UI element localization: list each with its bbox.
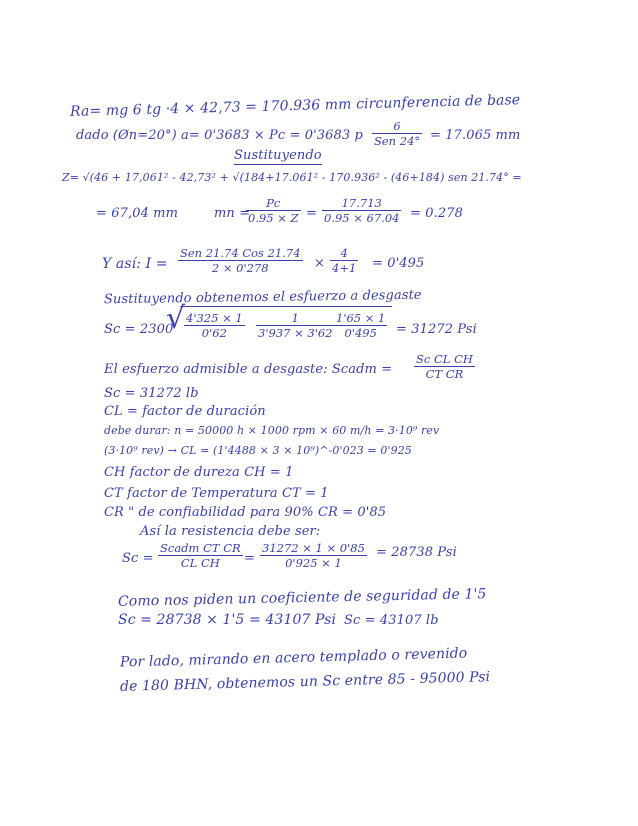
- fraction-mn-1: [246, 196, 301, 225]
- line-mn-label: mn =: [214, 206, 251, 221]
- fraction-denominator: 0'495: [344, 326, 377, 340]
- fraction-numerator: Scadm CT CR: [160, 541, 241, 555]
- fraction-geometry-2: [330, 246, 358, 275]
- line-wear-stress-intro: Sustituyendo obtenemos el esfuerzo a desgaste: [103, 287, 422, 308]
- fraction-denominator: 0.95 × Z: [248, 211, 299, 225]
- line-addendum: dado (Øn=20°) a= 0'3683 × Pc = 0'3683 p: [76, 128, 363, 143]
- line-sc-label: Sc = 2300: [104, 322, 174, 337]
- equals-sign: =: [306, 206, 317, 221]
- fraction-numerator: 31272 × 1 × 0'85: [262, 541, 365, 555]
- line-final-sc-lb: Sc = 43107 lb: [344, 613, 439, 628]
- line-ct-factor: CT factor de Temperatura CT = 1: [104, 486, 329, 501]
- line-z-result: = 67,04 mm: [96, 206, 179, 221]
- line-admissible-stress: El esfuerzo admisible a desgaste: Scadm =: [104, 362, 393, 377]
- fraction-sc-3: [334, 311, 387, 340]
- line-mn-result: = 0.278: [410, 206, 463, 221]
- line-cl-definition: CL = factor de duración: [104, 404, 266, 419]
- fraction-denominator: Sen 24°: [374, 134, 421, 148]
- fraction-admissible: [414, 352, 475, 381]
- fraction-numerator: 17.713: [322, 196, 401, 211]
- fraction-denominator: 3'937 × 3'62: [258, 326, 333, 340]
- line-cr-factor: CR " de confiabilidad para 90% CR = 0'85: [104, 505, 387, 520]
- fraction-numerator: 1: [256, 311, 335, 326]
- line-sc-value: Sc = 31272 lb: [104, 386, 199, 401]
- line-geometry-result: = 0'495: [372, 256, 425, 271]
- fraction-denominator: 0'925 × 1: [285, 556, 342, 570]
- line-resistance-intro: Así la resistencia debe ser:: [140, 524, 321, 539]
- fraction-mn-2: [322, 196, 401, 225]
- square-root-bar: [180, 306, 392, 307]
- heading-substituting: Sustituyendo: [234, 148, 322, 163]
- line-safety-factor: Como nos piden un coeficiente de seguridad de 1'5: [117, 586, 487, 610]
- line-required-sc-result: = 28738 Psi: [376, 545, 457, 560]
- fraction-numerator: Sc CL CH: [416, 352, 473, 366]
- line-ch-factor: CH factor de dureza CH = 1: [104, 465, 294, 480]
- line-conclusion-2: de 180 BHN, obtenemos un Sc entre 85 - 95000 Psi: [119, 669, 491, 695]
- fraction-denominator: 4+1: [332, 261, 357, 275]
- line-conclusion-1: Por lado, mirando en acero templado o revenido: [119, 645, 468, 671]
- fraction-numerator: 4: [330, 246, 358, 261]
- fraction-numerator: 6: [372, 119, 422, 134]
- line-sc-result: = 31272 Psi: [396, 322, 477, 337]
- fraction-denominator: 0.95 × 67.04: [324, 211, 400, 225]
- equals-sign: =: [244, 551, 255, 566]
- line-cl-calculation: (3·10⁹ rev) → CL = (1'4488 × 3 × 10⁹)^-0'023 = 0'925: [104, 444, 412, 457]
- fraction-numerator: Pc: [246, 196, 301, 211]
- fraction-sc-1: [184, 311, 245, 340]
- line-final-sc-psi: Sc = 28738 × 1'5 = 43107 Psi: [118, 612, 337, 628]
- fraction-denominator: CT CR: [425, 367, 464, 381]
- square-root-sign: √: [166, 301, 186, 336]
- line-contact-length: Z= √(46 + 17,061² - 42,73² + √(184+17.061² - 170.936² - (46+184) sen 21.74° =: [62, 171, 522, 184]
- fraction-numerator: 4'325 × 1: [186, 311, 243, 325]
- times-sign: ×: [314, 256, 325, 271]
- line-duration: debe durar: n = 50000 h × 1000 rpm × 60 m/h = 3·10⁹ rev: [104, 424, 440, 437]
- fraction-denominator: CL CH: [180, 556, 220, 570]
- fraction-geometry-1: [178, 246, 303, 275]
- fraction-numerator: 1'65 × 1: [336, 311, 386, 325]
- fraction-addendum: [372, 119, 422, 148]
- fraction-denominator: 0'62: [201, 326, 227, 340]
- fraction-sc-2: [256, 311, 335, 340]
- line-base-circle: Ra= mg 6 tg ·4 × 42,73 = 170.936 mm circunferencia de base: [69, 92, 521, 120]
- fraction-required-1: [158, 541, 243, 570]
- line-required-sc-label: Sc =: [122, 551, 154, 566]
- line-geometry-factor-label: Y así: I =: [102, 256, 168, 272]
- fraction-numerator: Sen 21.74 Cos 21.74: [180, 246, 301, 260]
- line-addendum-result: = 17.065 mm: [430, 128, 521, 143]
- fraction-denominator: 2 × 0'278: [211, 261, 269, 275]
- fraction-required-2: [260, 541, 367, 570]
